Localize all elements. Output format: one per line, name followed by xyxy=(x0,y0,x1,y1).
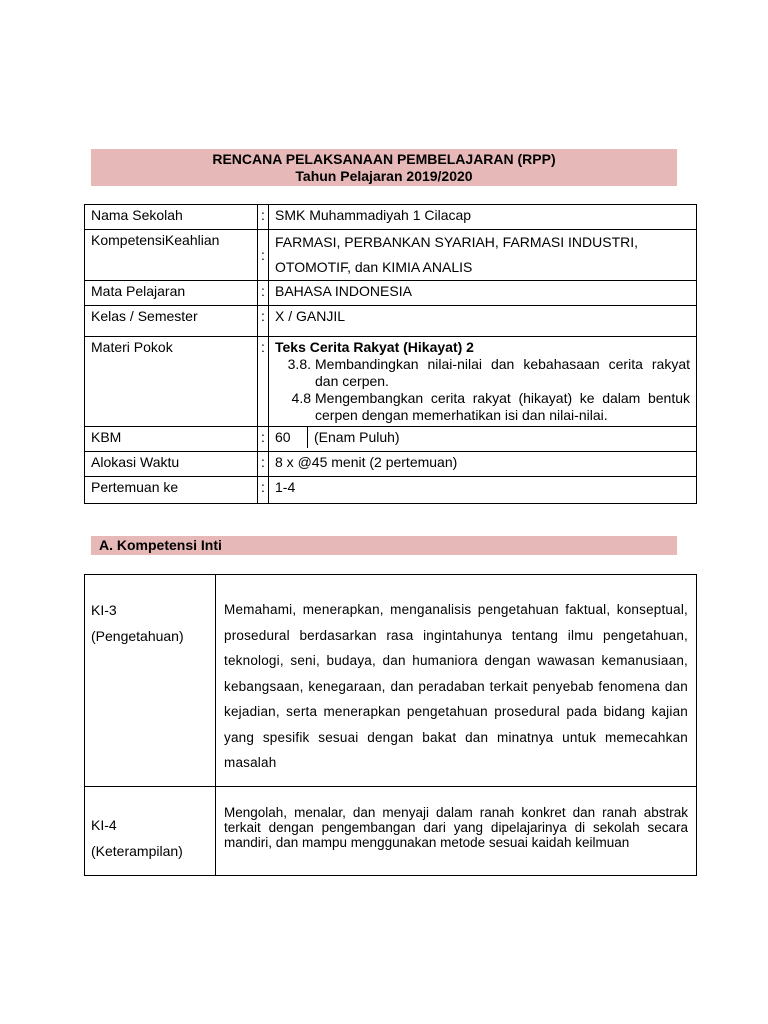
table-row xyxy=(85,281,697,306)
identity-table xyxy=(84,204,697,504)
expertise-label: KompetensiKeahlian xyxy=(85,230,258,281)
table-row xyxy=(85,786,697,875)
kbm-value xyxy=(269,427,697,452)
kbm-number: 60 xyxy=(269,427,308,448)
material-value xyxy=(269,337,697,427)
meeting-value: 1-4 xyxy=(269,477,697,504)
colon: : xyxy=(258,230,269,281)
time-value: 8 x @45 menit (2 pertemuan) xyxy=(269,452,697,477)
ki-label-cell xyxy=(85,575,216,787)
document-title-banner xyxy=(91,149,677,186)
material-item xyxy=(275,390,690,424)
table-row xyxy=(85,427,697,452)
material-item-text: Membandingkan nilai-nilai dan kebahasaan cerita rakyat dan cerpen. xyxy=(315,356,690,389)
colon: : xyxy=(258,452,269,477)
ki-type: (Keterampilan) xyxy=(91,842,183,859)
material-item-text: Mengembangkan cerita rakyat (hikayat) ke dalam bentuk cerpen dengan memerhatikan isi dan nilai-nilai. xyxy=(315,390,690,423)
colon: : xyxy=(258,205,269,230)
kbm-words: (Enam Puluh) xyxy=(314,429,400,445)
ki-description: Mengolah, menalar, dan menyaji dalam ranah konkret dan ranah abstrak terkait dengan pengembangan dari yang dipelajarinya di sekolah secara mandiri, dan mampu menggunakan metode sesuai kaidah keilmuan xyxy=(216,786,697,875)
table-row xyxy=(85,337,697,427)
material-item xyxy=(275,356,690,390)
kbm-label: KBM xyxy=(85,427,258,452)
table-row xyxy=(85,205,697,230)
expertise-value xyxy=(269,230,697,281)
school-label: Nama Sekolah xyxy=(85,205,258,230)
expertise-line-2: OTOMOTIF, dan KIMIA ANALIS xyxy=(275,259,473,275)
table-row xyxy=(85,230,697,281)
core-competence-table xyxy=(84,574,697,876)
subject-label: Mata Pelajaran xyxy=(85,281,258,306)
section-heading: A. Kompetensi Inti xyxy=(91,536,677,555)
material-item-number: 3.8. xyxy=(287,356,311,372)
ki-code: KI-4 xyxy=(91,816,117,833)
subject-value: BAHASA INDONESIA xyxy=(269,281,697,306)
table-row xyxy=(85,306,697,337)
colon: : xyxy=(258,337,269,427)
ki-label-cell xyxy=(85,786,216,875)
ki-code: KI-3 xyxy=(91,602,117,618)
meeting-label: Pertemuan ke xyxy=(85,477,258,504)
material-item-number: 4.8 xyxy=(291,390,311,406)
table-row xyxy=(85,477,697,504)
academic-year: Tahun Pelajaran 2019/2020 xyxy=(295,168,473,184)
material-title: Teks Cerita Rakyat (Hikayat) 2 xyxy=(275,339,474,355)
material-label: Materi Pokok xyxy=(85,337,258,427)
ki-description: Memahami, menerapkan, menganalisis pengetahuan faktual, konseptual, prosedural berdasarkan rasa ingintahunya tentang ilmu pengetahuan, teknologi, seni, budaya, dan humaniora dengan wawasan kemanusiaan, kebangsaan, kenegaraan, dan peradaban terkait penyebab fenomena dan kejadian, serta menerapkan pengetahuan prosedural pada bidang kajian yang spesifik sesuai dengan bakat dan minatnya untuk memecahkan masalah xyxy=(216,575,697,787)
table-row xyxy=(85,452,697,477)
colon: : xyxy=(258,281,269,306)
table-row xyxy=(85,575,697,787)
class-label: Kelas / Semester xyxy=(85,306,258,337)
expertise-line-1: FARMASI, PERBANKAN SYARIAH, FARMASI INDUSTRI, xyxy=(275,234,639,250)
ki-type: (Pengetahuan) xyxy=(91,628,184,644)
colon: : xyxy=(258,477,269,504)
class-value: X / GANJIL xyxy=(269,306,697,337)
colon: : xyxy=(258,427,269,452)
school-value: SMK Muhammadiyah 1 Cilacap xyxy=(269,205,697,230)
colon: : xyxy=(258,306,269,337)
document-title: RENCANA PELAKSANAAN PEMBELAJARAN (RPP) xyxy=(212,151,556,167)
time-label: Alokasi Waktu xyxy=(85,452,258,477)
